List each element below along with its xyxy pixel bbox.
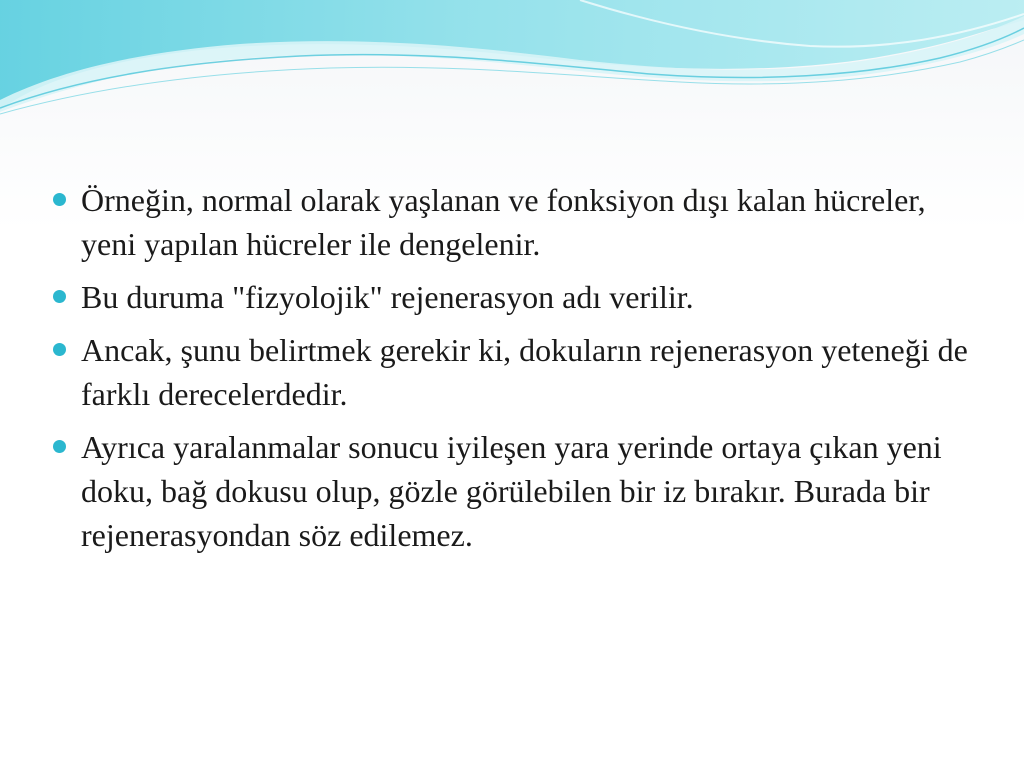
bullet-item (50, 425, 970, 557)
bullet-text: Ayrıca yaralanmalar sonucu iyileşen yara yerinde ortaya çıkan yeni doku, bağ dokusu olup, gözle görülebilen bir iz bırakır. Burada bir rejenerasyondan söz edilemez. (81, 429, 942, 553)
bullet-text: Ancak, şunu belirtmek gerekir ki, dokuların rejenerasyon yeteneği de farklı derecelerdedir. (81, 332, 968, 412)
bullet-dot-icon (53, 343, 66, 356)
wave-header-decoration (0, 0, 1024, 130)
bullet-text: Bu duruma "fizyolojik" rejenerasyon adı verilir. (81, 279, 694, 315)
bullet-item (50, 328, 970, 416)
bullet-list (50, 178, 970, 557)
bullet-content (50, 178, 970, 566)
bullet-item (50, 178, 970, 266)
bullet-dot-icon (53, 193, 66, 206)
bullet-dot-icon (53, 290, 66, 303)
bullet-text: Örneğin, normal olarak yaşlanan ve fonksiyon dışı kalan hücreler, yeni yapılan hücreler ile dengelenir. (81, 182, 926, 262)
bullet-item (50, 275, 970, 319)
bullet-dot-icon (53, 440, 66, 453)
